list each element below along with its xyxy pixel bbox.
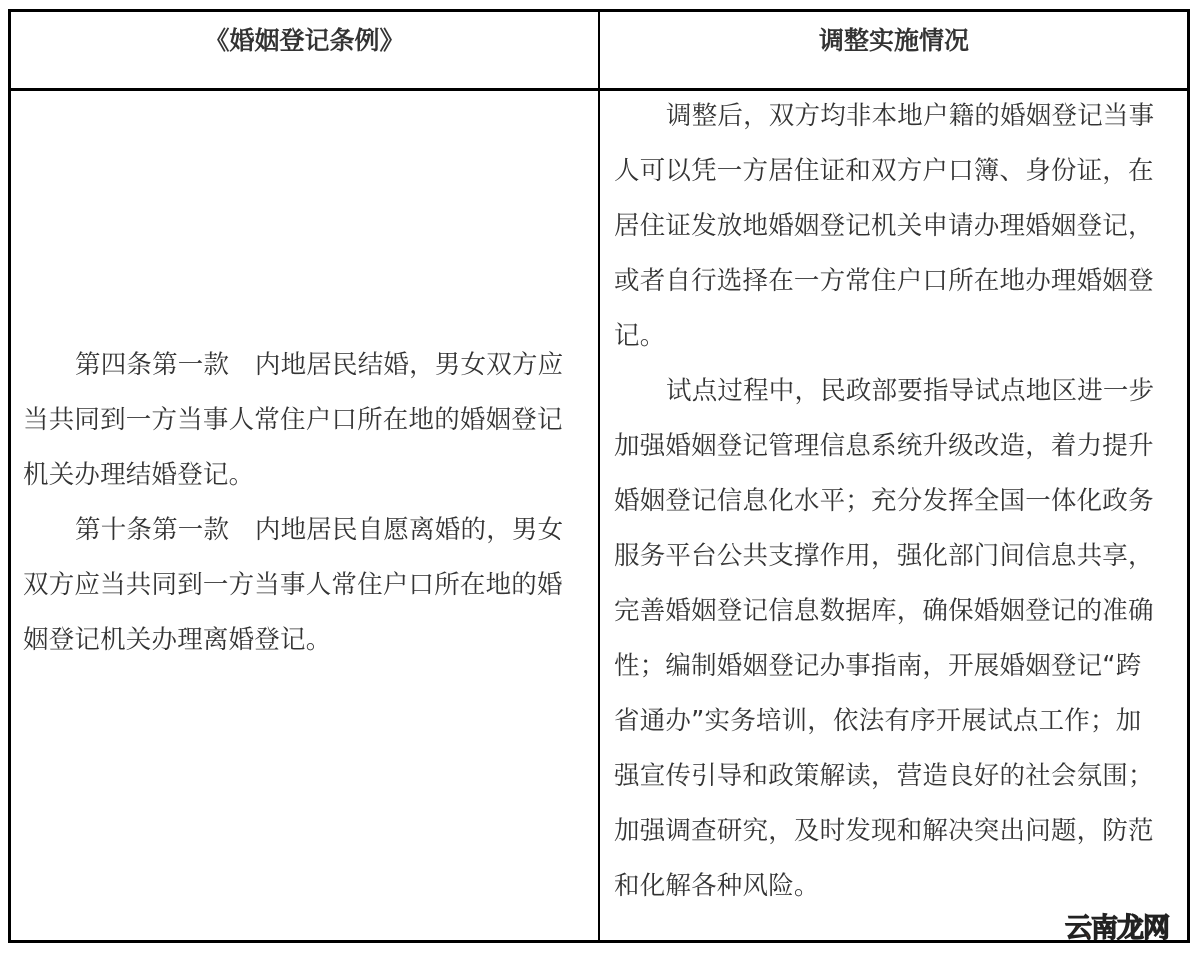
- text-line: 加强调查研究，及时发现和解决突出问题，防范: [614, 816, 1154, 846]
- text-line: 机关办理结婚登记。: [23, 460, 255, 490]
- adjustment-cell: [614, 89, 1180, 914]
- header-adjustment: 调整实施情况: [818, 26, 969, 55]
- text-line: 性；编制婚姻登记办事指南，开展婚姻登记“跨: [614, 651, 1142, 681]
- text-line: 婚姻登记信息化水平；充分发挥全国一体化政务: [614, 486, 1154, 516]
- text-line: 第十条第一款 内地居民自愿离婚的，男女: [75, 515, 564, 545]
- text-line: 服务平台公共支撑作用，强化部门间信息共享，: [614, 541, 1154, 571]
- column-divider: [598, 9, 600, 943]
- watermark-part-a: 云南: [1065, 913, 1117, 944]
- text-line: 省通办”实务培训，依法有序开展试点工作；加: [614, 706, 1142, 736]
- text-line: 双方应当共同到一方当事人常住户口所在地的婚: [23, 570, 563, 600]
- text-line: 第四条第一款 内地居民结婚，男女双方应: [75, 350, 564, 380]
- text-line: 姻登记机关办理离婚登记。: [23, 625, 332, 655]
- text-line: 记。: [614, 321, 666, 351]
- watermark-part-b: 龙网: [1117, 913, 1169, 944]
- text-line: 完善婚姻登记信息数据库，确保婚姻登记的准确: [614, 596, 1154, 626]
- text-line: 人可以凭一方居住证和双方户口簿、身份证，在: [614, 156, 1154, 186]
- text-line: 加强婚姻登记管理信息系统升级改造，着力提升: [614, 431, 1154, 461]
- text-line: 或者自行选择在一方常住户口所在地办理婚姻登: [614, 266, 1154, 296]
- text-line: 强宣传引导和政策解读，营造良好的社会氛围；: [614, 761, 1154, 791]
- text-line: 和化解各种风险。: [614, 871, 820, 901]
- site-watermark-logo: [1065, 906, 1169, 945]
- regulation-cell: [23, 338, 589, 668]
- text-line: 调整后，双方均非本地户籍的婚姻登记当事: [666, 101, 1155, 131]
- text-line: 居住证发放地婚姻登记机关申请办理婚姻登记，: [614, 211, 1154, 241]
- header-regulation: 《婚姻登记条例》: [204, 26, 405, 55]
- text-line: 当共同到一方当事人常住户口所在地的婚姻登记: [23, 405, 563, 435]
- text-line: 试点过程中，民政部要指导试点地区进一步: [666, 376, 1155, 406]
